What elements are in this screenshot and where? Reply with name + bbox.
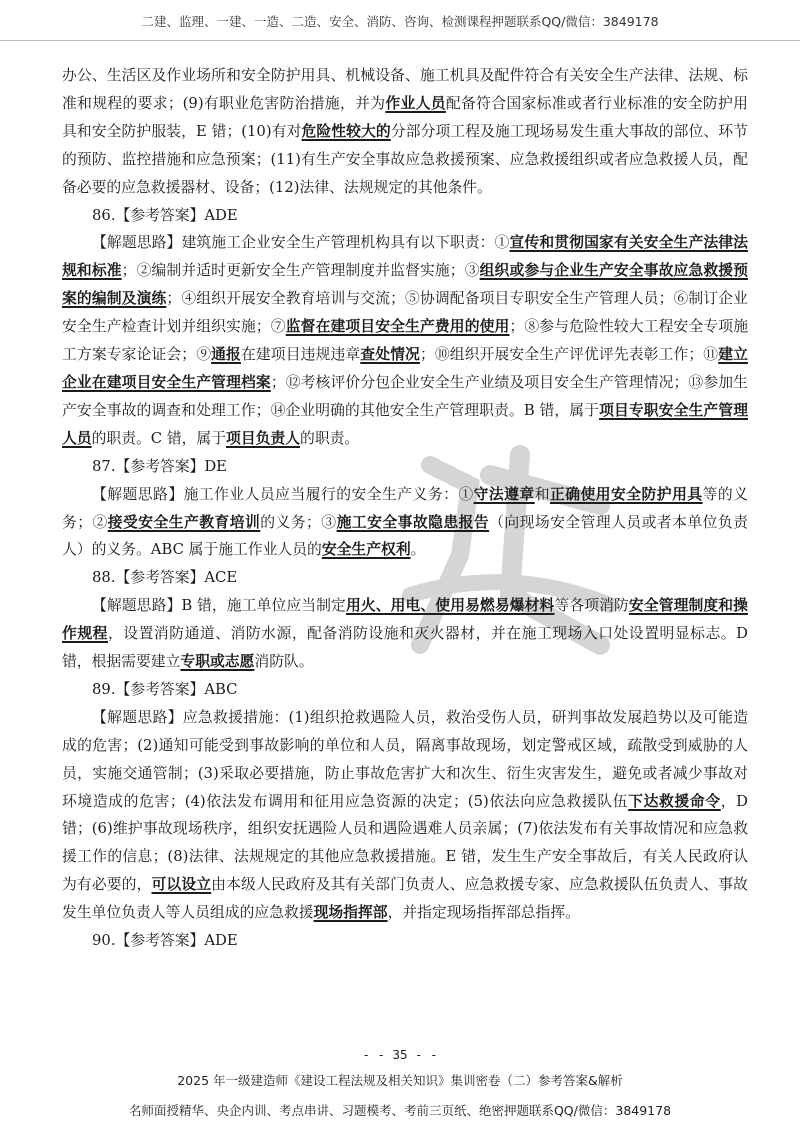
explanation-87: 【解题思路】施工作业人员应当履行的安全生产义务：①守法遵章和正确使用安全防护用具等的义务；②接受安全生产教育培训的义务；③施工安全事故隐患报告（向现场安全管理人员或者本单位负责人）的义务。ABC 属于施工作业人员的安全生产权利。 — [62, 485, 748, 559]
explanation-86: 【解题思路】建筑施工企业安全生产管理机构具有以下职责：①宣传和贯彻国家有关安全生产法律法规和标准；②编制并适时更新安全生产管理制度并监督实施；③组织或参与企业生产安全事故应急救援预案的编制及演练；④组织开展安全教育培训与交流；⑤协调配备项目专职安全生产管理人员；⑥制订企业安全生产检查计划并组织实施；⑦监督在建项目安全生产费用的使用；⑧参与危险性较大工程安全专项施工方案专家论证会；⑨通报在建项目违规违章查处情况；⑩组织开展安全生产评优评先表彰工作；⑪建立企业在建项目安全生产管理档案；⑫考核评价分包企业安全生产业绩及项目安全生产管理情况；⑬参加生产安全事故的调查和处理工作；⑭企业明确的其他安全生产管理职责。B 错，属于项目专职安全生产管理人员的职责。C 错，属于项目负责人的职责。 — [62, 234, 748, 447]
footer-title: 2025 年一级建造师《建设工程法规及相关知识》集训密卷（二）参考答案&解析 — [177, 1073, 623, 1088]
explanation-88: 【解题思路】B 错，施工单位应当制定用火、用电、使用易燃易爆材料等各项消防安全管理制度和操作规程，设置消防通道、消防水源，配备消防设施和灭火器材，并在施工现场入口处设置明显标志。D 错，根据需要建立专职或志愿消防队。 — [62, 597, 748, 671]
answer-86: 86.【参考答案】ADE — [92, 206, 238, 224]
document-body — [62, 62, 748, 955]
key-term: 危险性较大的 — [301, 122, 391, 140]
paragraph-continuation: 办公、生活区及作业场所和安全防护用具、机械设备、施工机具及配件符合有关安全生产法律、法规、标准和规程的要求；(9)有职业危害防治措施，并为作业人员配备符合国家标准或者行业标准的安全防护用具和安全防护服装，E 错；(10)有对危险性较大的分部分项工程及施工现场易发生重大事故的部位、环节的预防、监控措施和应急预案；(11)有生产安全事故应急救援预案、应急救援组织或者应急救援人员，配备必要的应急救援器材、设备；(12)法律、法规规定的其他条件。 — [62, 67, 748, 196]
answer-90: 90.【参考答案】ADE — [92, 932, 238, 950]
page-header: 二建、监理、一建、一造、二造、安全、消防、咨询、检测课程押题联系QQ/微信：3849178 — [0, 0, 800, 41]
page-number: - - 35 - - — [362, 1047, 438, 1062]
key-term: 作业人员 — [385, 94, 446, 112]
answer-87: 87.【参考答案】DE — [92, 457, 227, 475]
answer-88: 88.【参考答案】ACE — [92, 569, 238, 587]
footer-promo: 名师面授精华、央企内训、考点串讲、习题模考、考前三页纸、绝密押题联系QQ/微信：3849178 — [128, 1103, 672, 1118]
explanation-89: 【解题思路】应急救援措施：(1)组织抢救遇险人员，救治受伤人员，研判事故发展趋势以及可能造成的危害；(2)通知可能受到事故影响的单位和人员，隔离事故现场，划定警戒区域，疏散受到威胁的人员，实施交通管制；(3)采取必要措施，防止事故危害扩大和次生、衍生灾害发生，避免或者减少事故对环境造成的危害；(4)依法发布调用和征用应急资源的决定；(5)依法向应急救援队伍下达救援命令，D 错；(6)维护事故现场秩序，组织安抚遇险人员和遇险遇难人员亲属；(7)依法发布有关事故情况和应急救援工作的信息；(8)法律、法规规定的其他应急救援措施。E 错，发生生产安全事故后，有关人民政府认为有必要的，可以设立由本级人民政府及其有关部门负责人、应急救援专家、应急救援队伍负责人、事故发生单位负责人等人员组成的应急救援现场指挥部，并指定现场指挥部总指挥。 — [62, 708, 748, 922]
answer-89: 89.【参考答案】ABC — [92, 680, 238, 698]
